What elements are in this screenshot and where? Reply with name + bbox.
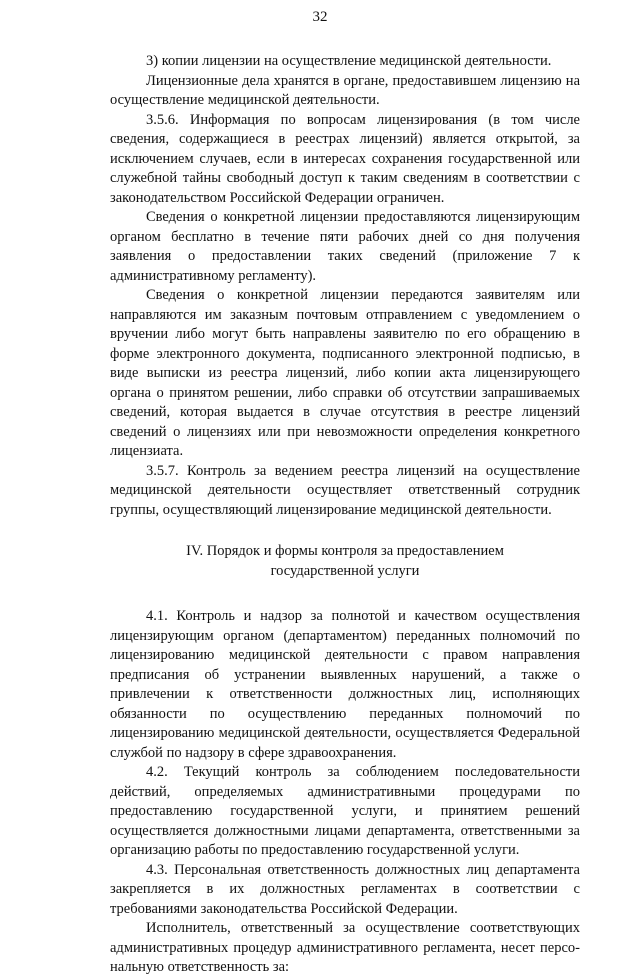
section-heading-line-2: государственной услуги xyxy=(270,562,420,579)
paragraph-information-delivery: Сведения о конкретной лицензии передаются заявителям или направляются им заказным почтовым отправлением с уведомлением о вручении либо могут быть направлены заявителю по его обращению в форме электронного документа, подписанного электронной подписью, в виде выписки из реестра лицензий, либо копии акта лицензирующего органа о принятом решении, либо справки об отсутствии запрашиваемых сведений, которая выдается в случае отсутствия в реестре лицензий сведений о лицензиях или при невозможности определения конкретного лицензиата. xyxy=(110,287,580,459)
paragraph-free-information-provision: Сведения о конкретной лицензии предоставляются лицензирующим органом бесплатно в течение пяти рабочих дней со дня получения заявления о предоставлении таких сведений (приложение 7 к административному регламенту). xyxy=(110,209,580,284)
document-body xyxy=(110,52,580,978)
paragraph-3-5-6-information-openness: 3.5.6. Информация по вопросам лицензирования (в том числе сведения, содержащиеся в реестрах лицензий) является открытой, за исключением случаев, если в интересах сохранения государственной или служебной тайны свободный доступ к таким сведениям в соответствии с законодательством Российской Федерации ограничен. xyxy=(110,111,580,206)
paragraph-executor-responsibility: Исполнитель, ответственный за осуществление соответствующих административных процедур административного регламента, несет персональную ответственность за: xyxy=(110,920,580,975)
section-heading xyxy=(110,542,580,581)
paragraph-licence-copies: 3) копии лицензии на осуществление медицинской деятельности. xyxy=(146,53,552,69)
paragraph-4-3-personal-responsibility: 4.3. Персональная ответственность должностных лиц департамента закрепляется в их должностных регламентах в соответствии с требованиями законодательства Российской Федерации. xyxy=(110,861,580,917)
page-number: 32 xyxy=(312,9,328,25)
section-heading-line-1: IV. Порядок и формы контроля за предоставлением xyxy=(186,543,504,559)
paragraph-4-2-current-control: 4.2. Текущий контроль за соблюдением последовательности действий, определяемых административными процедурами по предоставлению государственной услуги, и принятием решений осуществляется должностными лицами департамента, ответственными за организацию работы по предоставлению государственной услуги. xyxy=(110,764,580,858)
paragraph-licence-files-storage: Лицензионные дела хранятся в органе, предоставившем лицензию на осуществление медицинской деятельности. xyxy=(110,72,580,108)
paragraph-3-5-7-registry-control: 3.5.7. Контроль за ведением реестра лицензий на осуществление медицинской деятельности осуществляет ответственный сотрудник группы, осуществляющий лицензирование медицинской деятельности. xyxy=(110,462,580,518)
paragraph-4-1-supervision: 4.1. Контроль и надзор за полнотой и качеством осуществления лицензирующим органом (департаментом) переданных полномочий по лицензированию медицинской деятельности с правом направления предписания об устранении выявленных нарушений, а также о привлечении к ответственности должностных лиц, исполняющих обязанности по осуществлению переданных полномочий по лицензированию медицинской деятельности, осуществляется Федеральной службой по надзору в сфере здравоохранения. xyxy=(110,608,580,761)
section-spacer xyxy=(110,581,580,607)
